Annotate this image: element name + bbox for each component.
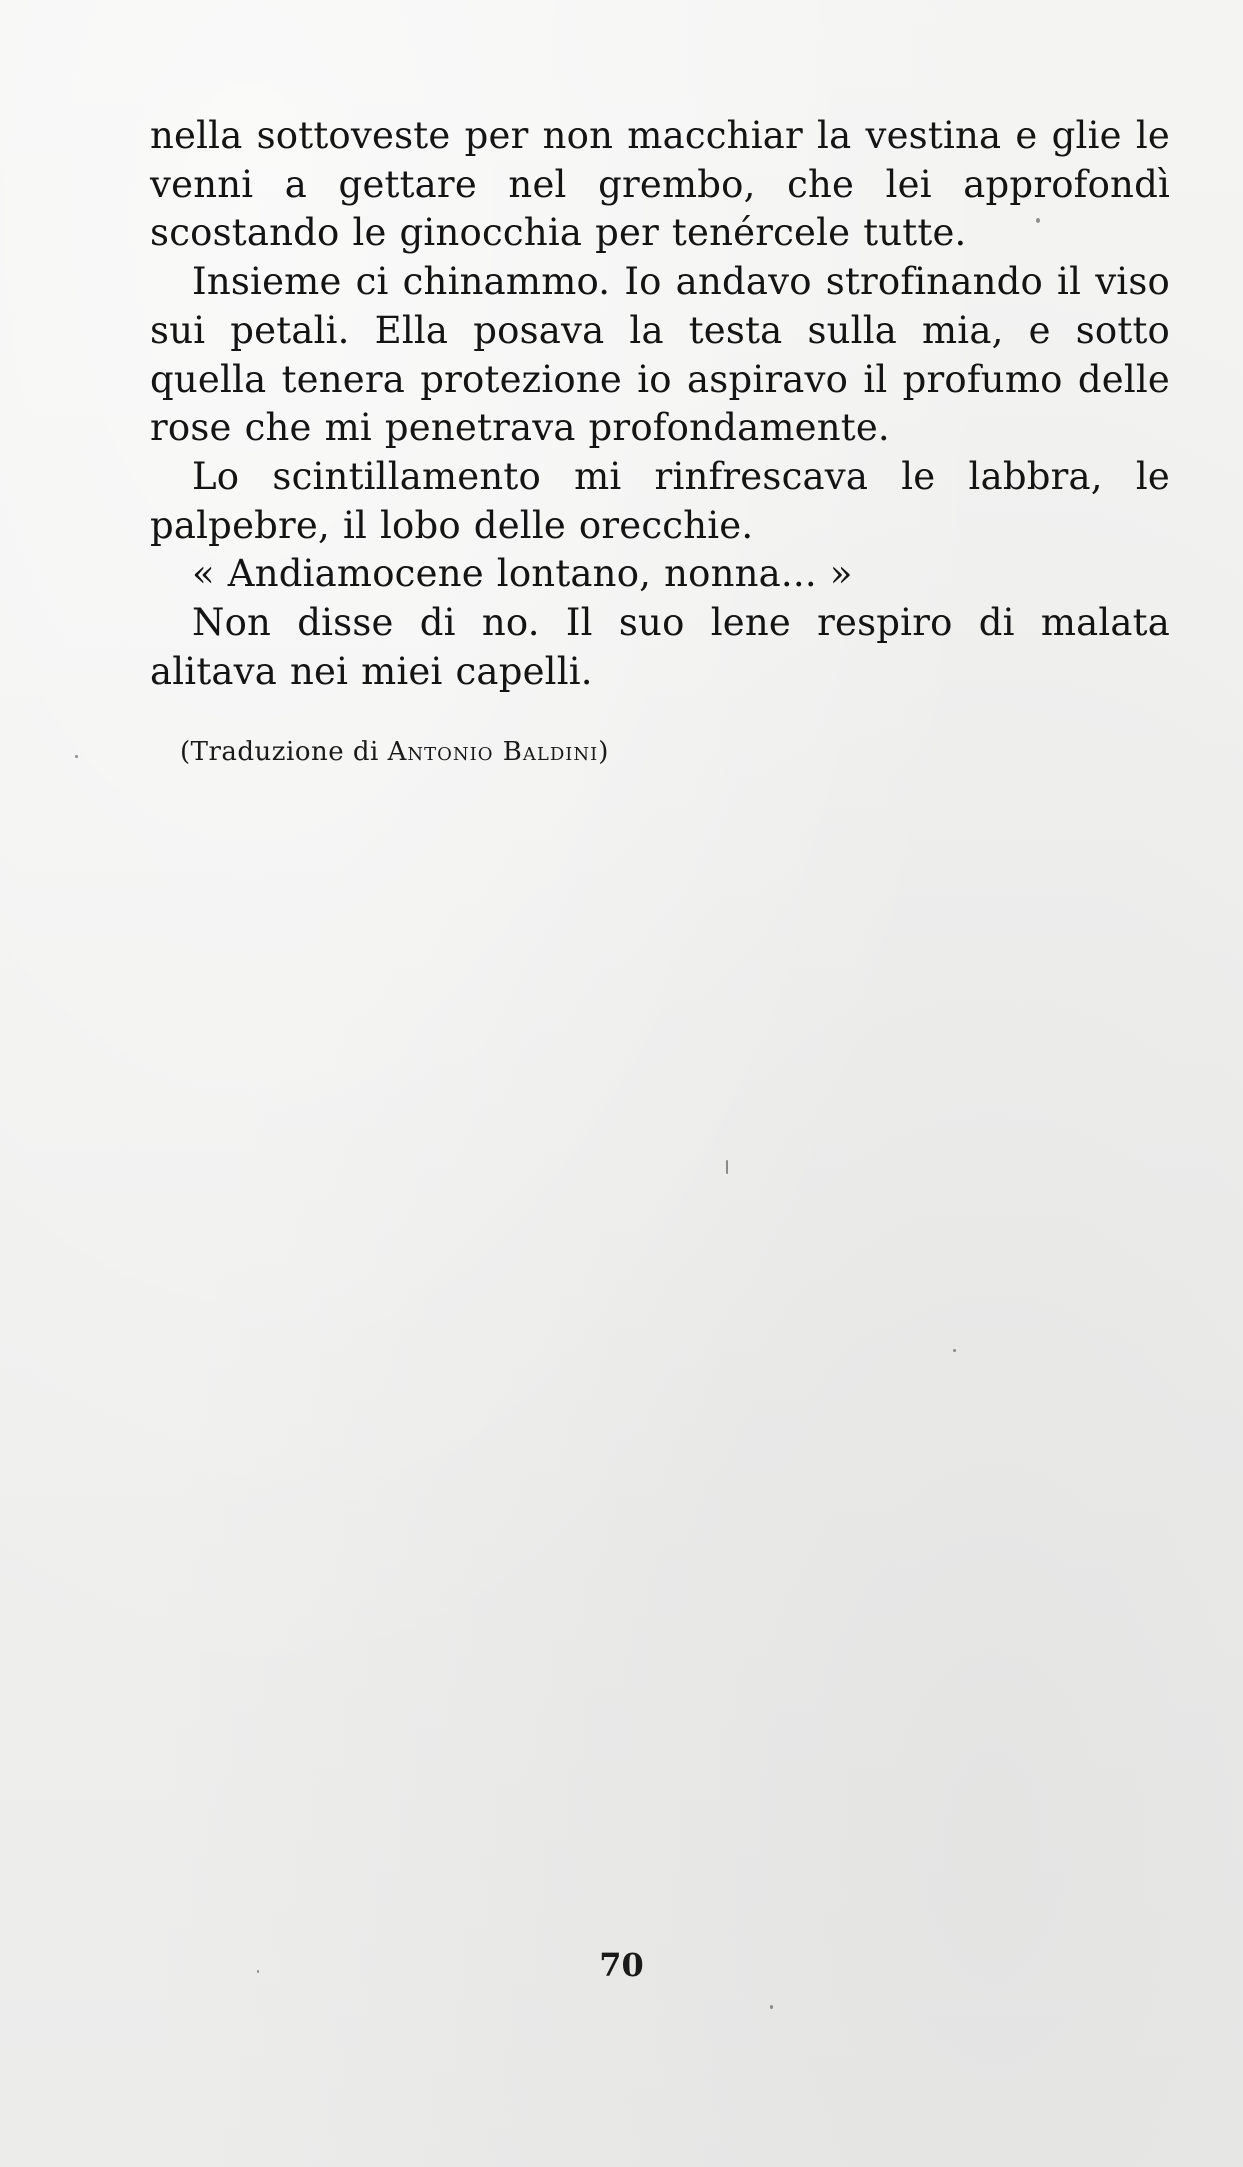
paragraph-4: « Andiamocene lontano, nonna... »	[192, 552, 853, 596]
paragraph-3: Lo scintillamento mi rinfrescava le labbra, le palpebre, il lobo delle orecchie.	[150, 454, 1170, 547]
paragraph-2: Insieme ci chinammo. Io andavo strofinando il viso sui petali. Ella posava la testa sulla mia, e sotto quella tenera protezione io aspiravo il profumo delle rose che mi penetrava profondamente.	[150, 260, 1170, 450]
paper-speck	[770, 2005, 773, 2009]
paragraph-1: nella sottoveste per non macchiar la vestina e glie le venni a gettare nel grembo, che lei approfondì scostando le ginocchia per tenércele tutte.	[150, 114, 1170, 255]
paper-speck	[75, 755, 78, 758]
translation-credit	[180, 735, 609, 769]
credit-prefix: (Traduzione di	[180, 737, 388, 767]
paper-speck	[953, 1349, 956, 1352]
paper-speck	[257, 1970, 259, 1973]
page-number: 70	[599, 1946, 644, 1984]
paragraph-5: Non disse di no. Il suo lene respiro di malata alitava nei miei capelli.	[150, 601, 1170, 693]
paper-speck	[1036, 218, 1040, 223]
body-text	[150, 112, 1170, 696]
translator-name: Antonio Baldini	[387, 737, 599, 767]
credit-suffix: )	[598, 737, 609, 767]
paper-speck	[726, 1160, 728, 1174]
